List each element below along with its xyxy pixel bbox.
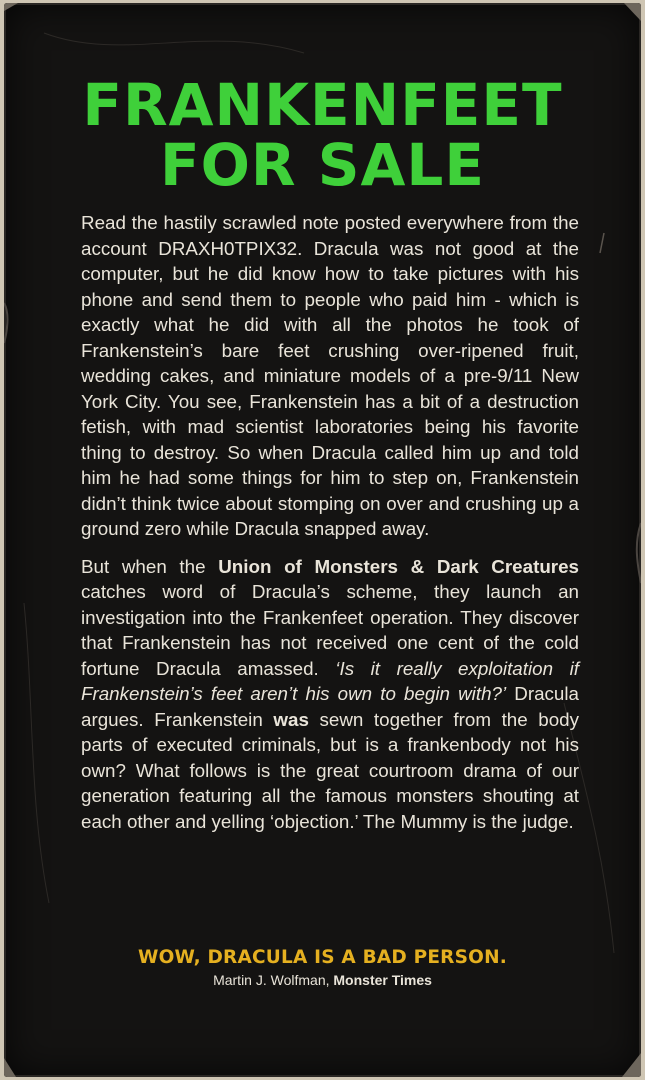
- book-back-cover: [4, 3, 641, 1077]
- review-author: Martin J. Wolfman,: [213, 972, 334, 988]
- union-name: Union of Monsters & Dark Creatures: [218, 555, 579, 577]
- paragraph-2-part-2: catches word of Dracula’s scheme, they launch an investigation into the Frankenfeet operation. They discover that Frankenstein has not received one cent of the cold fortune Dracula amassed.: [81, 581, 579, 679]
- blurb-paragraph-2: [81, 554, 579, 835]
- paragraph-2-lead: But when the: [81, 555, 219, 577]
- was-emphasis: was: [273, 708, 309, 730]
- blurb-paragraph-1: Read the hastily scrawled note posted everywhere from the account DRAXH0TPIX32. Dracula was not good at the computer, but he did know how to take pictures with his phone and send them to people who paid him - which is exactly what he did with all the photos he took of Frankenstein’s bare feet crushing over-ripened fruit, wedding cakes, and miniature models of a pre-9/11 New York City. You see, Frankenstein has a bit of a destruction fetish, with mad scientist laboratories being his favorite thing to destroy. So when Dracula called him up and told him he had some things for him to step on, Frankenstein didn’t think twice about stomping on over and crushing up a ground zero while Dracula snapped away.: [81, 212, 579, 539]
- dracula-quote: ‘Is it really exploitation if Frankenstein’s feet aren’t his own to begin with?’: [81, 657, 579, 704]
- blurb: [81, 210, 579, 846]
- title-line-2: FOR SALE: [159, 131, 486, 199]
- paragraph-2-part-4: sewn together from the body parts of executed criminals, but is a frankenbody not his own? What follows is the great courtroom drama of our generation featuring all the famous monsters shouting at each other and yelling ‘objection.’ The Mummy is the judge.: [81, 708, 580, 832]
- review-attribution: [4, 972, 641, 988]
- paragraph-2-part-3: Dracula argues. Frankenstein: [81, 683, 579, 730]
- review-publication: Monster Times: [333, 972, 432, 988]
- title-line-1: FRANKENFEET: [82, 71, 563, 139]
- review-quote: WOW, DRACULA IS A BAD PERSON.: [138, 947, 507, 968]
